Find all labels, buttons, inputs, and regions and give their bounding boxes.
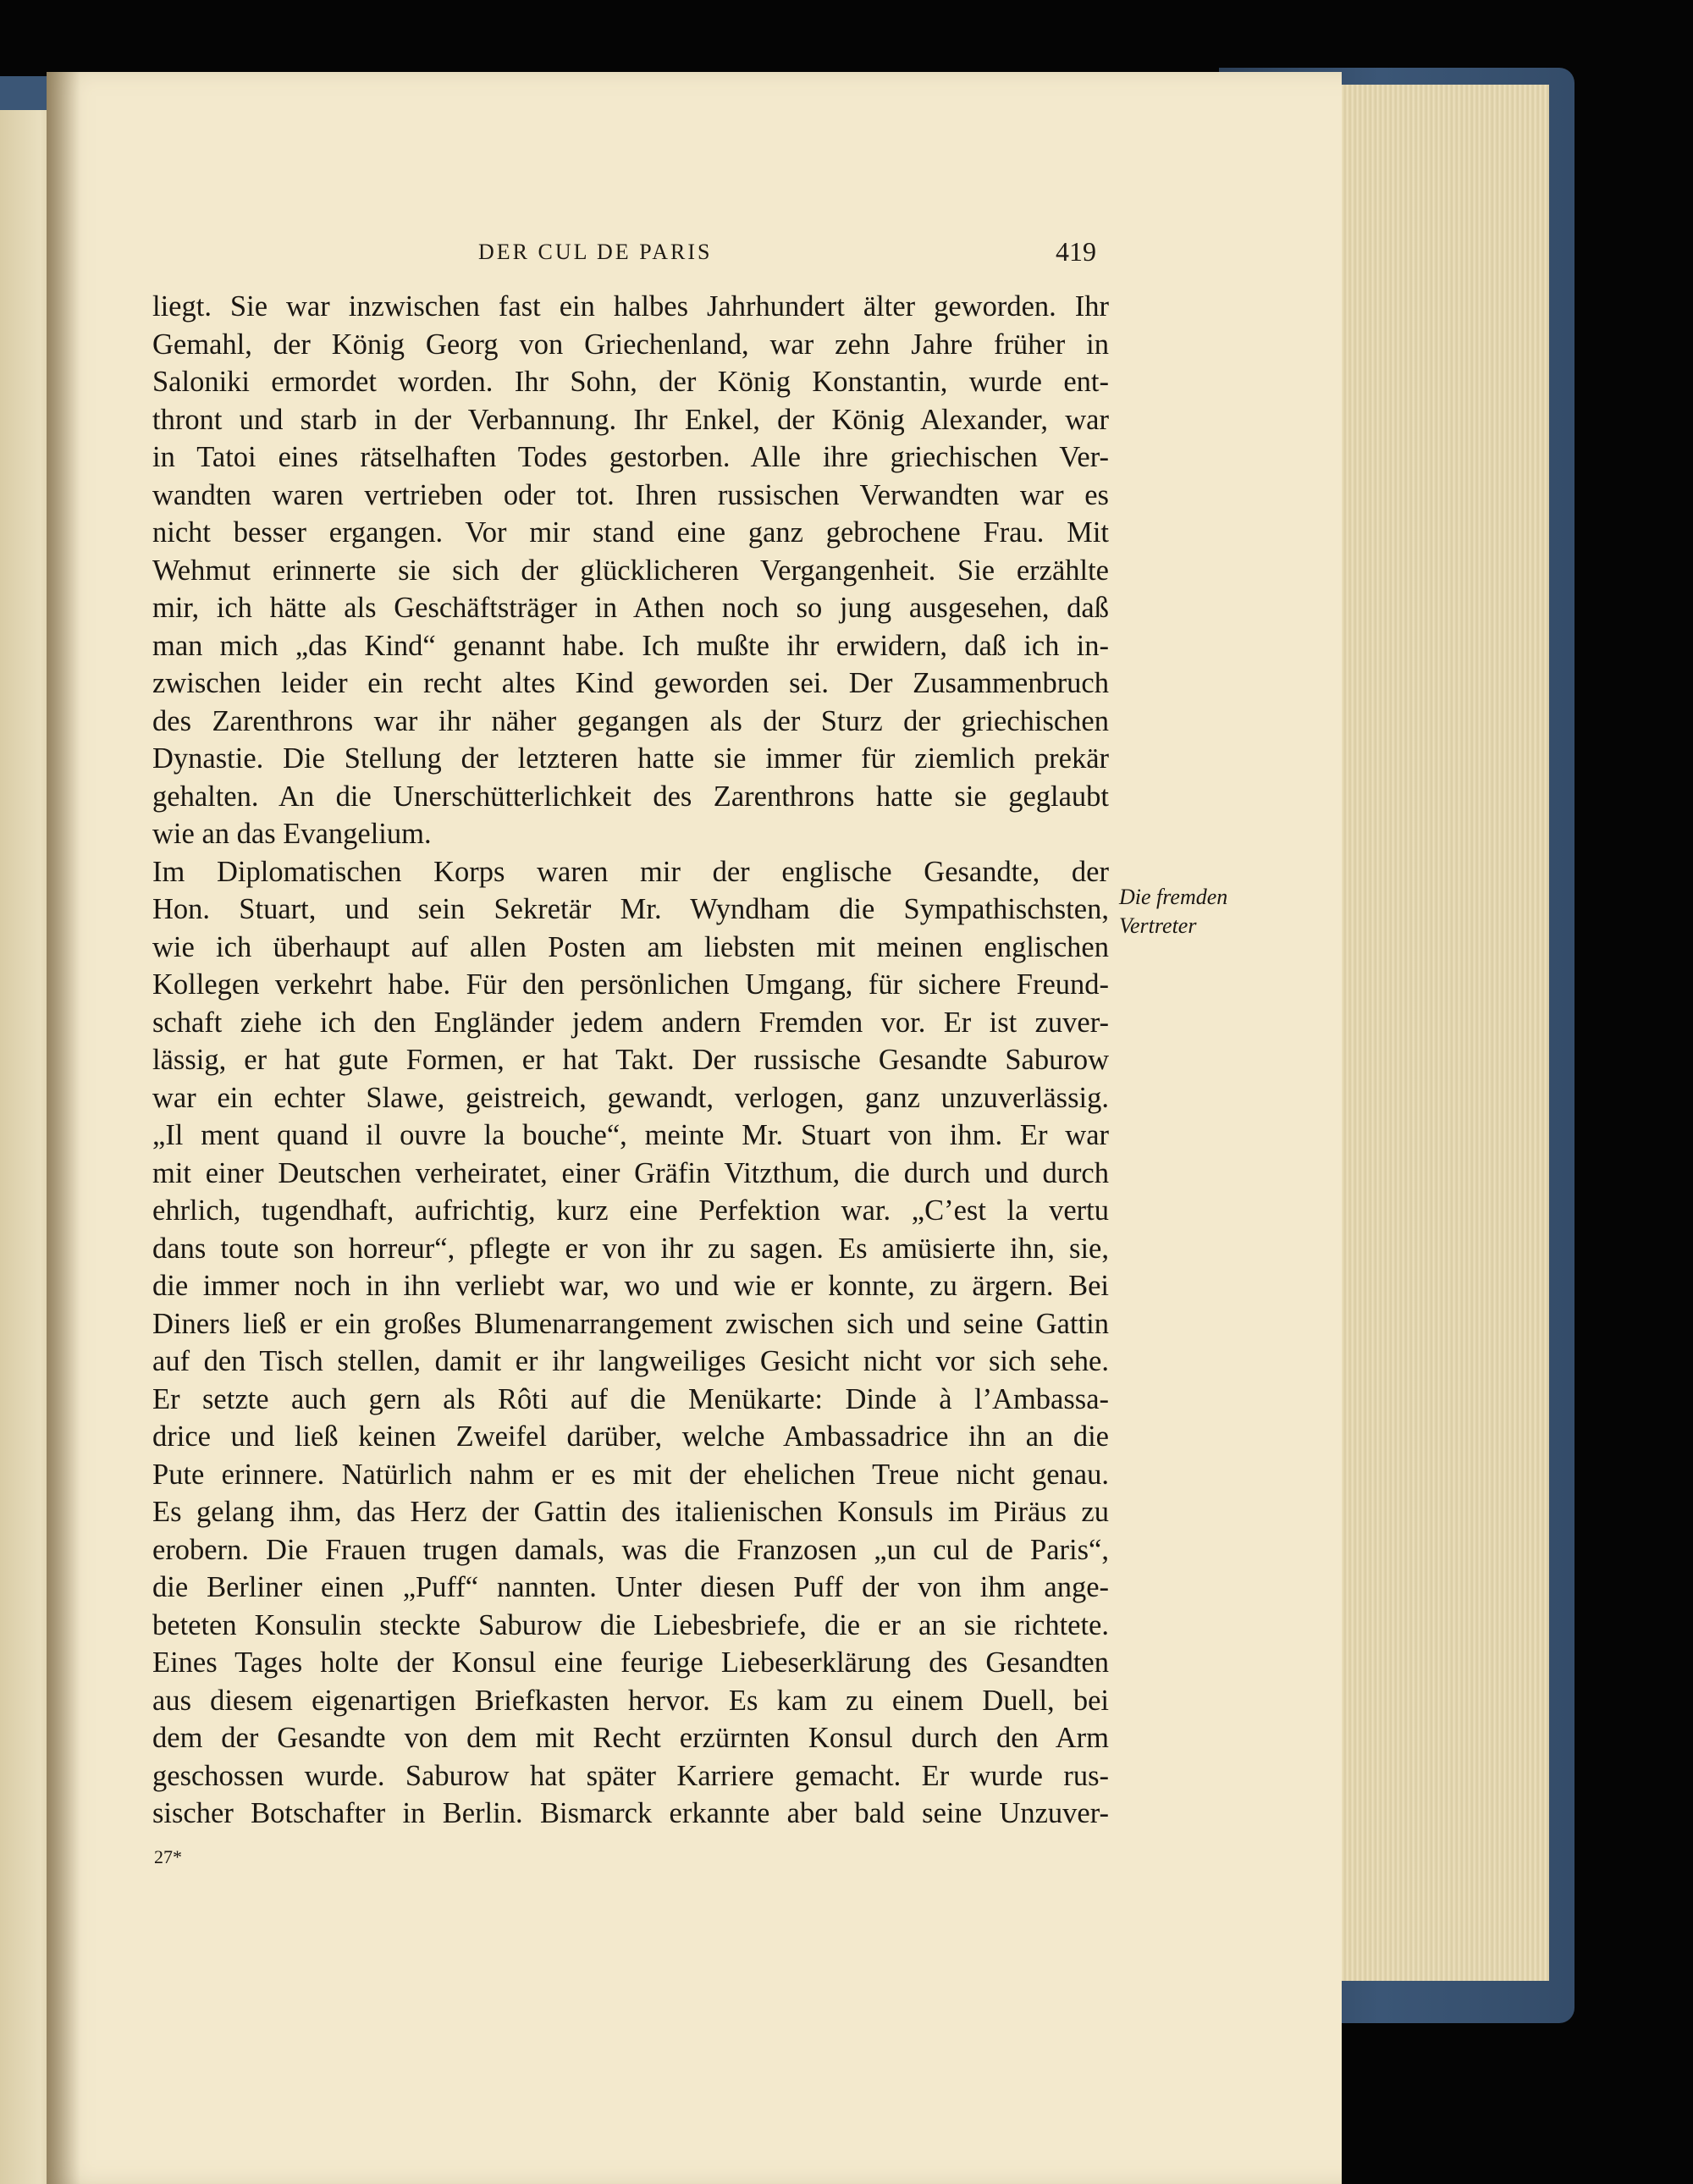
text-line: Es gelang ihm, das Herz der Gattin des italienischen Konsuls im Piräus zu bbox=[152, 1496, 1109, 1528]
text-line: gehalten. An die Unerschütterlichkeit des Zarenthrons hatte sie geglaubt bbox=[152, 780, 1109, 813]
text-line: erobern. Die Frauen trugen damals, was die Franzosen „un cul de Paris“, bbox=[152, 1533, 1109, 1566]
running-title: DER CUL DE PARIS bbox=[478, 240, 713, 264]
text-line: lässig, er hat gute Formen, er hat Takt. Der russische Gesandte Saburow bbox=[152, 1044, 1109, 1076]
text-line: die immer noch in ihn verliebt war, wo und wie er konnte, zu ärgern. Bei bbox=[152, 1270, 1109, 1302]
text-line: Hon. Stuart, und sein Sekretär Mr. Wyndham die Sympathischsten, bbox=[152, 893, 1109, 925]
page-gutter-shadow bbox=[47, 72, 80, 2184]
text-line: beteten Konsulin steckte Saburow die Liebesbriefe, die er an sie richtete. bbox=[152, 1608, 1109, 1641]
text-line: Im Diplomatischen Korps waren mir der englische Gesandte, der bbox=[152, 855, 1109, 888]
text-line: Pute erinnere. Natürlich nahm er es mit der ehelichen Treue nicht genau. bbox=[152, 1458, 1109, 1491]
text-line: Saloniki ermordet worden. Ihr Sohn, der König Konstantin, wurde ent- bbox=[152, 366, 1109, 398]
text-line: man mich „das Kind“ genannt habe. Ich mußte ihr erwidern, daß ich in- bbox=[152, 629, 1109, 662]
text-line: wie an das Evangelium. bbox=[152, 818, 432, 850]
text-line: dem der Gesandte von dem mit Recht erzürnten Konsul durch den Arm bbox=[152, 1722, 1109, 1754]
text-line: Er setzte auch gern als Rôti auf die Menükarte: Dinde à l’Ambassa- bbox=[152, 1382, 1109, 1415]
text-line: nicht besser ergangen. Vor mir stand eine ganz gebrochene Frau. Mit bbox=[152, 516, 1109, 549]
text-line: liegt. Sie war inzwischen fast ein halbes Jahrhundert älter geworden. Ihr bbox=[152, 290, 1109, 323]
text-line: die Berliner einen „Puff“ nannten. Unter diesen Puff der von ihm ange- bbox=[152, 1571, 1109, 1603]
page-number: 419 bbox=[1056, 236, 1096, 267]
text-line: des Zarenthrons war ihr näher gegangen als der Sturz der griechischen bbox=[152, 704, 1109, 737]
margin-note-line: Vertreter bbox=[1119, 913, 1197, 938]
margin-note-line: Die fremden bbox=[1119, 885, 1228, 909]
text-line: dans toute son horreur“, pflegte er von ihr zu sagen. Es amüsierte ihn, sie, bbox=[152, 1232, 1109, 1265]
text-line: aus diesem eigenartigen Briefkasten hervor. Es kam zu einem Duell, bei bbox=[152, 1684, 1109, 1717]
text-line: auf den Tisch stellen, damit er ihr langweiliges Gesicht nicht vor sich sehe. bbox=[152, 1345, 1109, 1377]
text-line: wie ich überhaupt auf allen Posten am liebsten mit meinen englischen bbox=[152, 930, 1109, 963]
text-line: sischer Botschafter in Berlin. Bismarck erkannte aber bald seine Unzuver- bbox=[152, 1797, 1109, 1829]
text-line: Dynastie. Die Stellung der letzteren hatte sie immer für ziemlich prekär bbox=[152, 742, 1109, 775]
text-line: „Il ment quand il ouvre la bouche“, meinte Mr. Stuart von ihm. Er war bbox=[152, 1119, 1109, 1151]
text-line: zwischen leider ein recht altes Kind geworden sei. Der Zusammenbruch bbox=[152, 667, 1109, 699]
body-text bbox=[152, 288, 1109, 1833]
text-line: Kollegen verkehrt habe. Für den persönlichen Umgang, für sichere Freund- bbox=[152, 968, 1109, 1001]
page-header bbox=[152, 236, 1100, 273]
text-line: ehrlich, tugendhaft, aufrichtig, kurz eine Perfektion war. „C’est la vertu bbox=[152, 1194, 1109, 1227]
text-line: in Tatoi eines rätselhaften Todes gestorben. Alle ihre griechischen Ver- bbox=[152, 441, 1109, 473]
text-line: mit einer Deutschen verheiratet, einer Gräfin Vitzthum, die durch und durch bbox=[152, 1156, 1109, 1189]
text-line: drice und ließ keinen Zweifel darüber, welche Ambassadrice ihn an die bbox=[152, 1420, 1109, 1453]
signature-mark: 27* bbox=[154, 1846, 182, 1867]
margin-note bbox=[1119, 883, 1271, 940]
text-line: thront und starb in der Verbannung. Ihr Enkel, der König Alexander, war bbox=[152, 403, 1109, 436]
text-line: wandten waren vertrieben oder tot. Ihren russischen Verwandten war es bbox=[152, 478, 1109, 511]
text-line: geschossen wurde. Saburow hat später Karriere gemacht. Er wurde rus- bbox=[152, 1759, 1109, 1792]
text-line: Diners ließ er ein großes Blumenarrangement zwischen sich und seine Gattin bbox=[152, 1307, 1109, 1340]
text-line: war ein echter Slawe, geistreich, gewandt, verlogen, ganz unzuverlässig. bbox=[152, 1081, 1109, 1114]
text-line: Gemahl, der König Georg von Griechenland, war zehn Jahre früher in bbox=[152, 328, 1109, 361]
text-line: Wehmut erinnerte sie sich der glücklicheren Vergangenheit. Sie erzählte bbox=[152, 554, 1109, 587]
text-line: mir, ich hätte als Geschäftsträger in Athen noch so jung ausgesehen, daß bbox=[152, 592, 1109, 624]
text-line: Eines Tages holte der Konsul eine feurige Liebeserklärung des Gesandten bbox=[152, 1646, 1109, 1679]
text-line: schaft ziehe ich den Engländer jedem andern Fremden vor. Er ist zuver- bbox=[152, 1006, 1109, 1039]
facing-cover-edge bbox=[0, 76, 51, 110]
